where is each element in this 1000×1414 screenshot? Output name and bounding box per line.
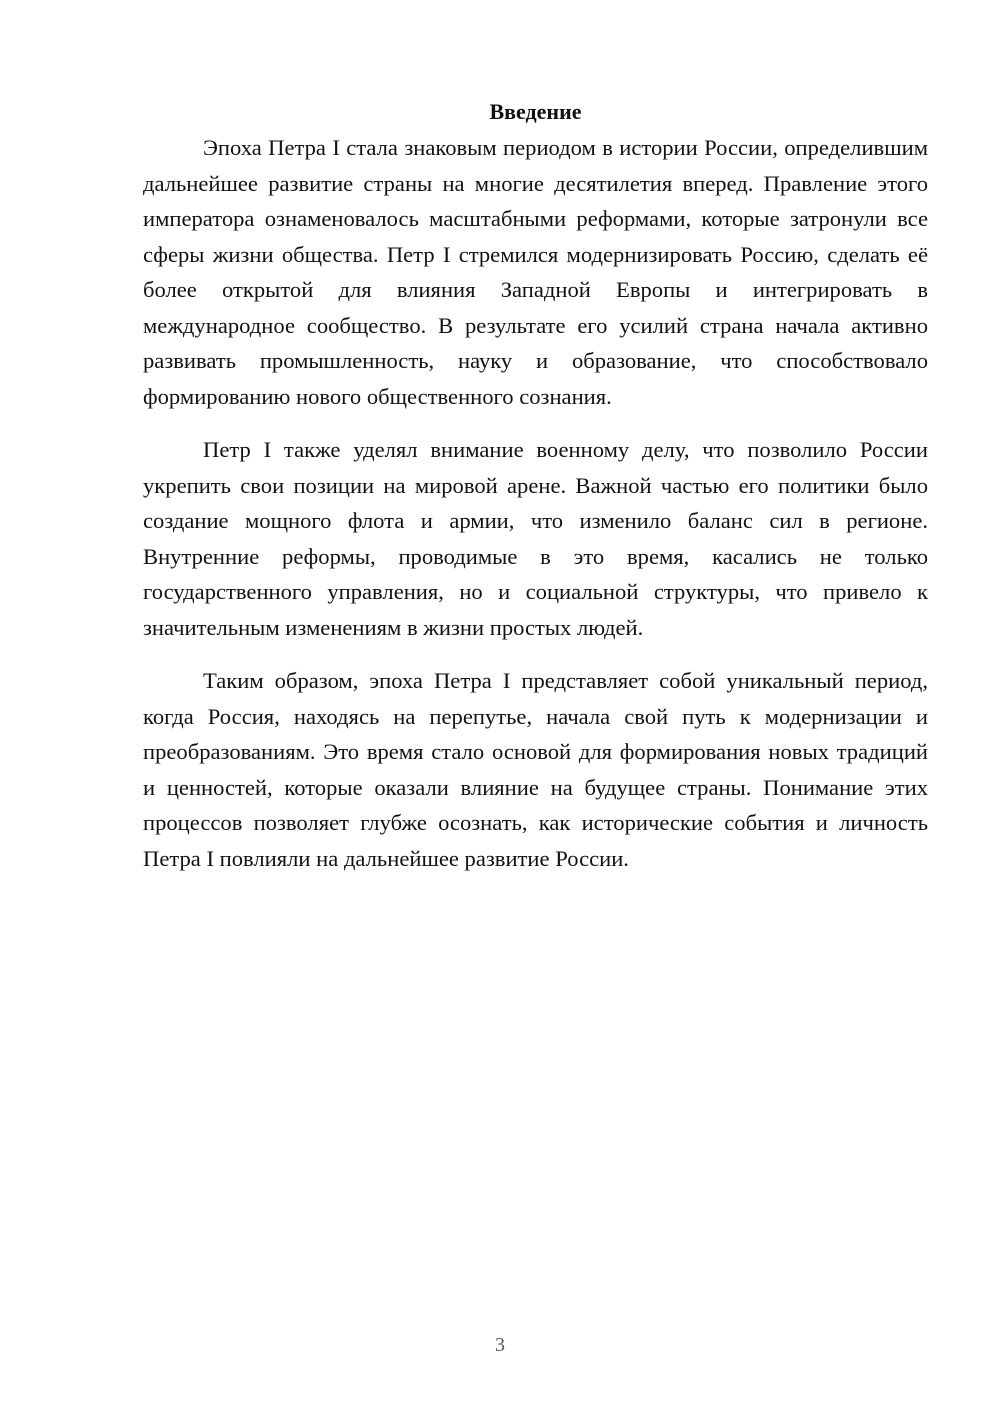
paragraph-3: Таким образом, эпоха Петра I представляет собой уникальный период, когда Россия, находясь на перепутье, начала свой путь к модернизации и преобразованиям. Это время стало основой для формирования новых традиций и ценностей, которые оказали влияние на будущее страны. Понимание этих процессов позволяет глубже осознать, как исторические события и личность Петра I повлияли на дальнейшее развитие России.	[143, 668, 928, 871]
paragraph-2: Петр I также уделял внимание военному делу, что позволило России укрепить свои позиции на мировой арене. Важной частью его политики было создание мощного флота и армии, что изменило баланс сил в регионе. Внутренние реформы, проводимые в это время, касались не только государственного управления, но и социальной структуры, что привело к значительным изменениям в жизни простых людей.	[143, 437, 928, 640]
page-number: 3	[495, 1334, 505, 1356]
paragraph-1: Эпоха Петра I стала знаковым периодом в истории России, определившим дальнейшее развитие страны на многие десятилетия вперед. Правление этого императора ознаменовалось масштабными реформами, которые затронули все сферы жизни общества. Петр I стремился модернизировать Россию, сделать её более открытой для влияния Западной Европы и интегрировать в международное сообщество. В результате его усилий страна начала активно развивать промышленность, науку и образование, что способствовало формированию нового общественного сознания.	[143, 135, 928, 409]
document-body	[143, 96, 928, 894]
page-title: Введение	[489, 99, 582, 124]
